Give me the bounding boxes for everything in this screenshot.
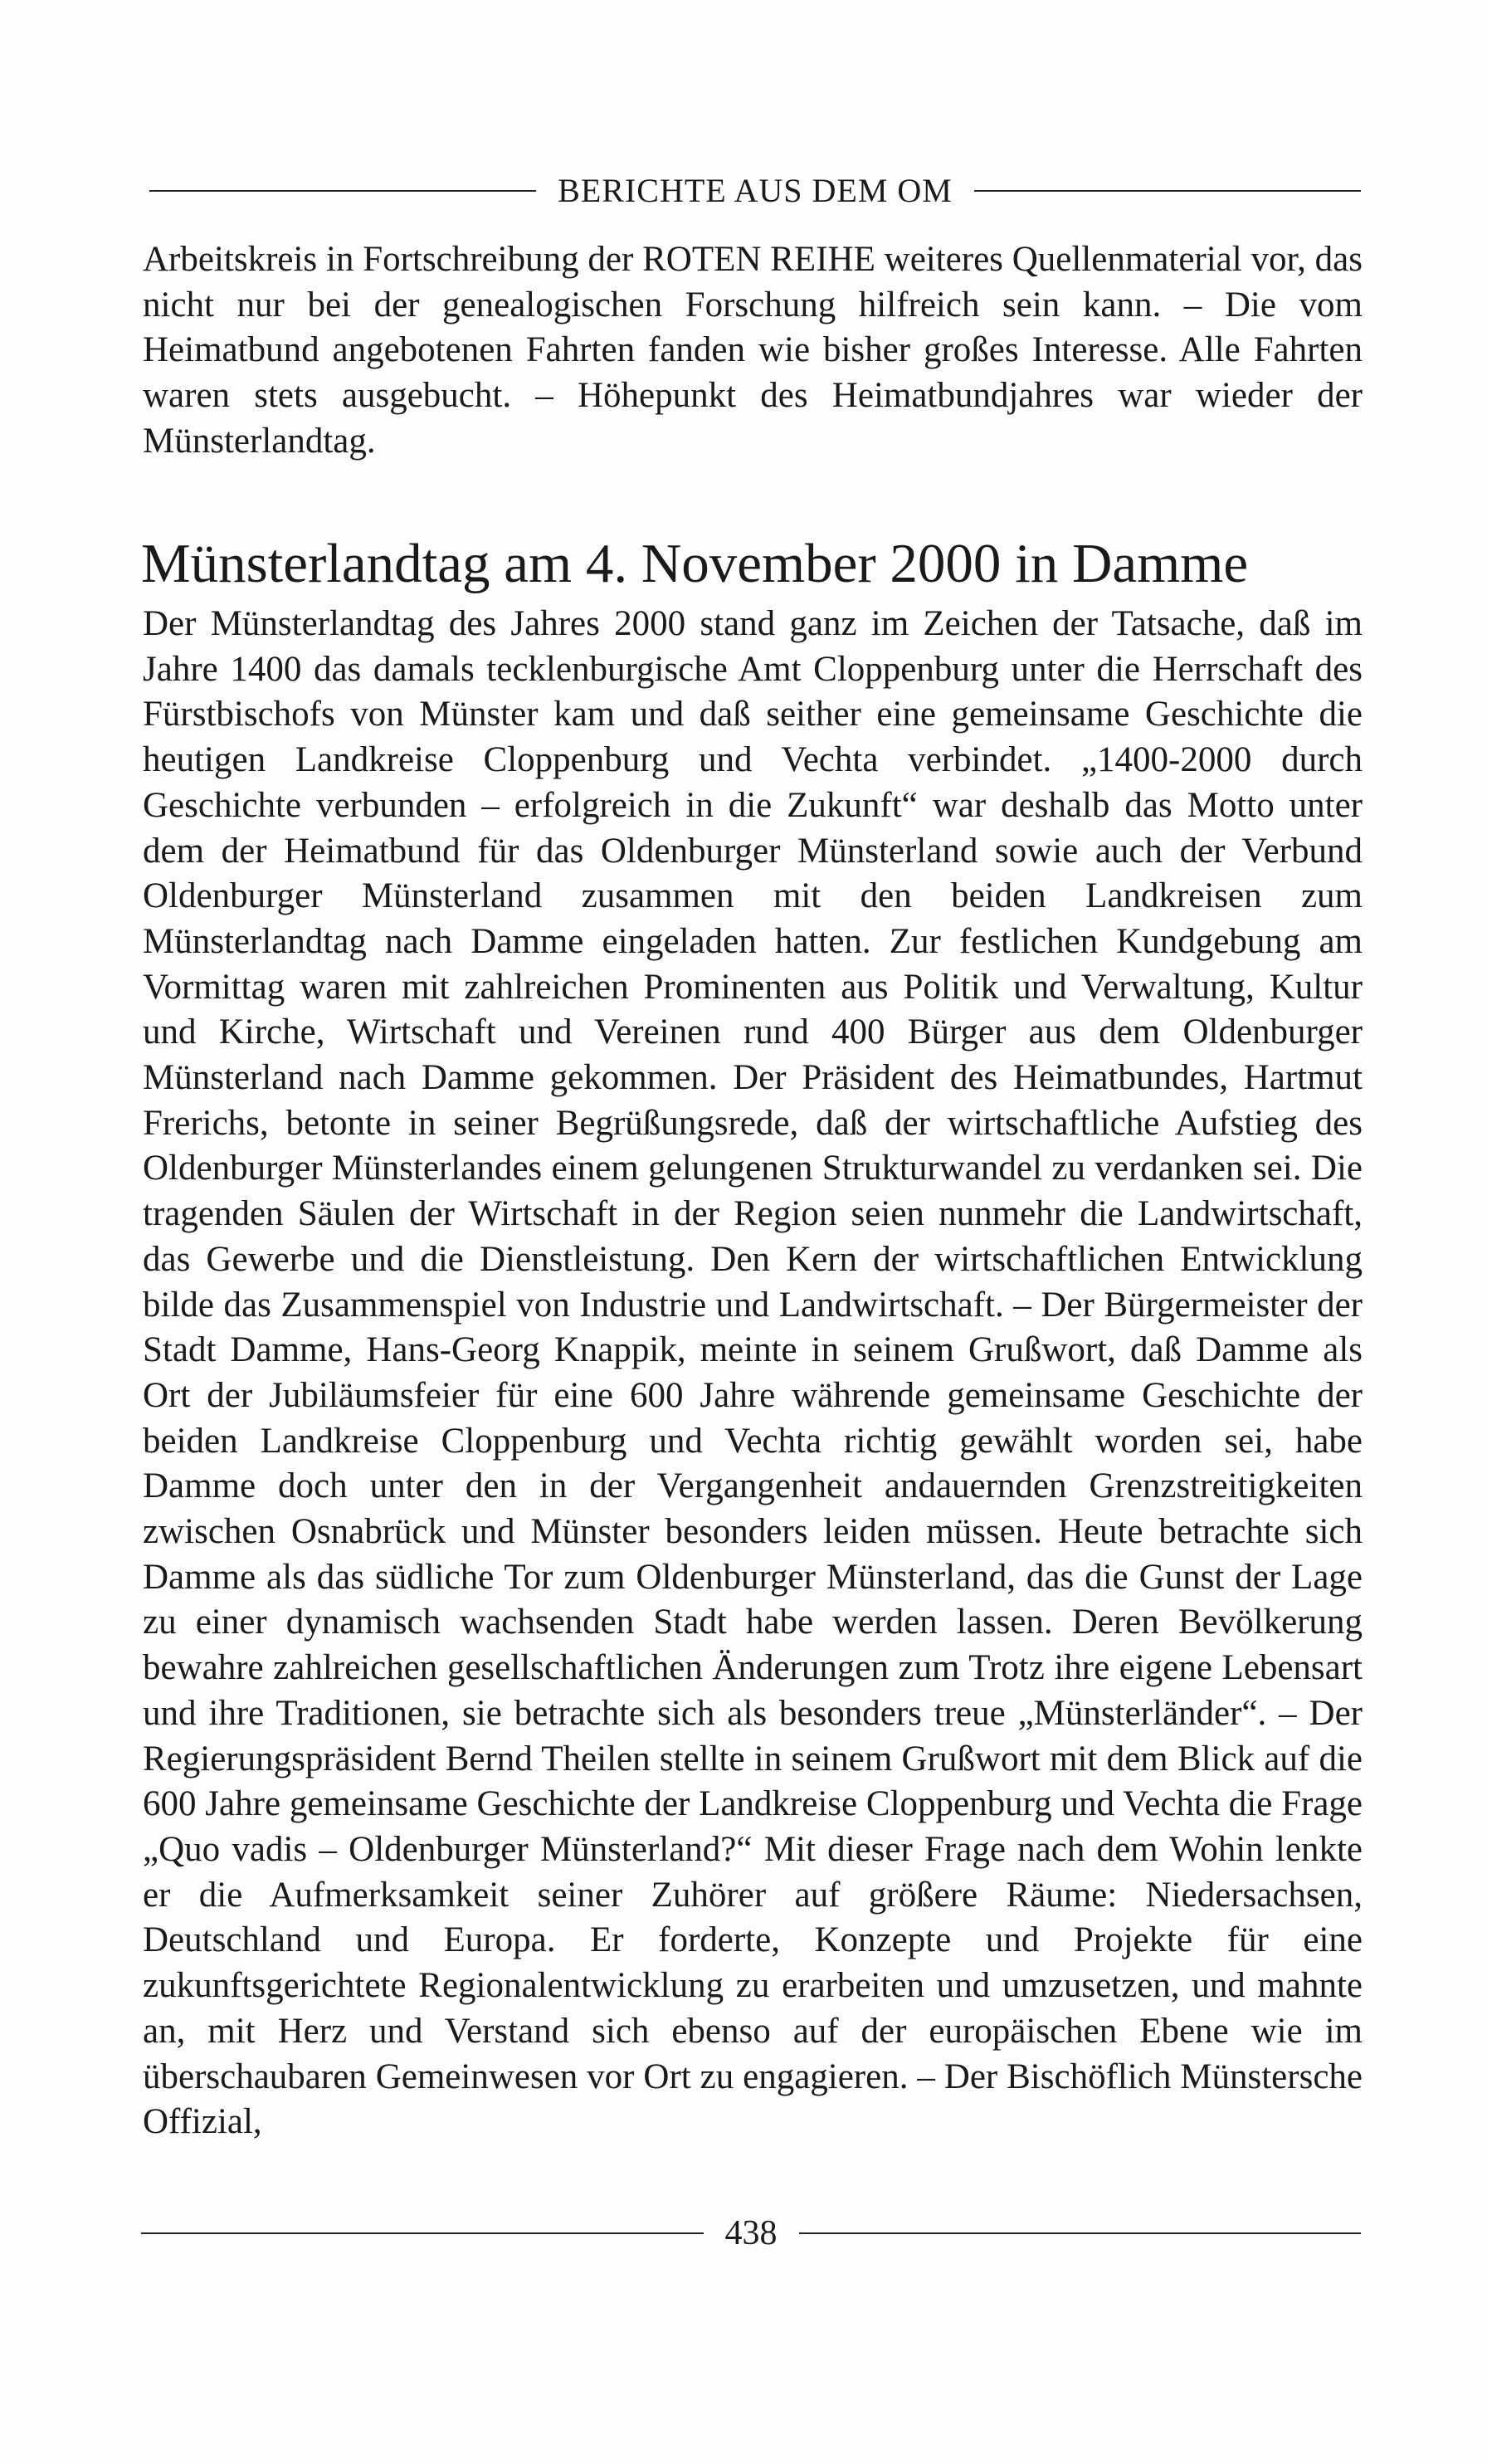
page-number: 438	[724, 2214, 778, 2252]
page-footer	[141, 2216, 1361, 2251]
section-heading: Münsterlandtag am 4. November 2000 in Damme	[141, 533, 1249, 594]
running-header	[149, 174, 1361, 207]
intro-paragraph: Arbeitskreis in Fortschreibung der ROTEN REIHE weiteres Quellenmaterial vor, das nicht nur bei der genealogischen Forschung hilfreich sein kann. – Die vom Heimatbund angebotenen Fahrten fanden wie bisher großes Interesse. Alle Fahrten waren stets ausgebucht. – Höhepunkt des Heimatbundjahres war wieder der Münsterlandtag.	[143, 240, 1363, 461]
header-rule-left	[149, 190, 536, 192]
footer-rule-right	[799, 2232, 1362, 2234]
header-rule-right	[974, 190, 1361, 192]
running-title: BERICHTE AUS DEM OM	[558, 172, 953, 209]
section-body-paragraph: Der Münsterlandtag des Jahres 2000 stand ganz im Zeichen der Tatsache, daß im Jahre 1400 das damals tecklenburgische Amt Cloppenburg unter die Herrschaft des Fürstbischofs von Münster kam und daß seither eine gemeinsame Geschichte die heutigen Landkreise Cloppenburg und Vechta verbindet. „1400-2000 durch Geschichte verbunden – erfolgreich in die Zukunft“ war deshalb das Motto unter dem der Heimatbund für das Oldenburger Münsterland sowie auch der Verbund Oldenburger Münsterland zusammen mit den beiden Landkreisen zum Münsterlandtag nach Damme eingeladen hatten. Zur festlichen Kundgebung am Vormittag waren mit zahlreichen Prominenten aus Politik und Verwaltung, Kultur und Kirche, Wirtschaft und Vereinen rund 400 Bürger aus dem Oldenburger Münsterland nach Damme gekommen. Der Präsident des Heimatbundes, Hartmut Frerichs, betonte in seiner Begrüßungsrede, daß der wirtschaftliche Aufstieg des Oldenburger Münsterlandes einem gelungenen Strukturwandel zu verdanken sei. Die tragenden Säulen der Wirtschaft in der Region seien nunmehr die Landwirtschaft, das Gewerbe und die Dienstleistung. Den Kern der wirtschaftlichen Entwicklung bilde das Zusammenspiel von Industrie und Landwirtschaft. – Der Bürgermeister der Stadt Damme, Hans-Georg Knappik, meinte in seinem Grußwort, daß Damme als Ort der Jubiläumsfeier für eine 600 Jahre währende gemeinsame Geschichte der beiden Landkreise Cloppenburg und Vechta richtig gewählt worden sei, habe Damme doch unter den in der Vergangenheit andauernden Grenzstreitigkeiten zwischen Osnabrück und Münster besonders leiden müssen. Heute betrachte sich Damme als das südliche Tor zum Oldenburger Münsterland, das die Gunst der Lage zu einer dynamisch wachsenden Stadt habe werden lassen. Deren Bevölkerung bewahre zahlreichen gesellschaftlichen Änderungen zum Trotz ihre eigene Lebensart und ihre Traditionen, sie betrachte sich als besonders treue „Münsterländer“. – Der Regierungspräsident Bernd Theilen stellte in seinem Grußwort mit dem Blick auf die 600 Jahre gemeinsame Geschichte der Landkreise Cloppenburg und Vechta die Frage „Quo vadis – Oldenburger Münsterland?“ Mit dieser Frage nach dem Wohin lenkte er die Aufmerksamkeit seiner Zuhörer auf größere Räume: Niedersachsen, Deutschland und Europa. Er forderte, Konzepte und Projekte für eine zukunftsgerichtete Regionalentwicklung zu erarbeiten und umzusetzen, und mahnte an, mit Herz und Verstand sich ebenso auf der europäischen Ebene wie im überschaubaren Gemeinwesen vor Ort zu engagieren. – Der Bischöflich Münstersche Offizial,	[143, 604, 1363, 2142]
footer-rule-left	[141, 2232, 704, 2234]
